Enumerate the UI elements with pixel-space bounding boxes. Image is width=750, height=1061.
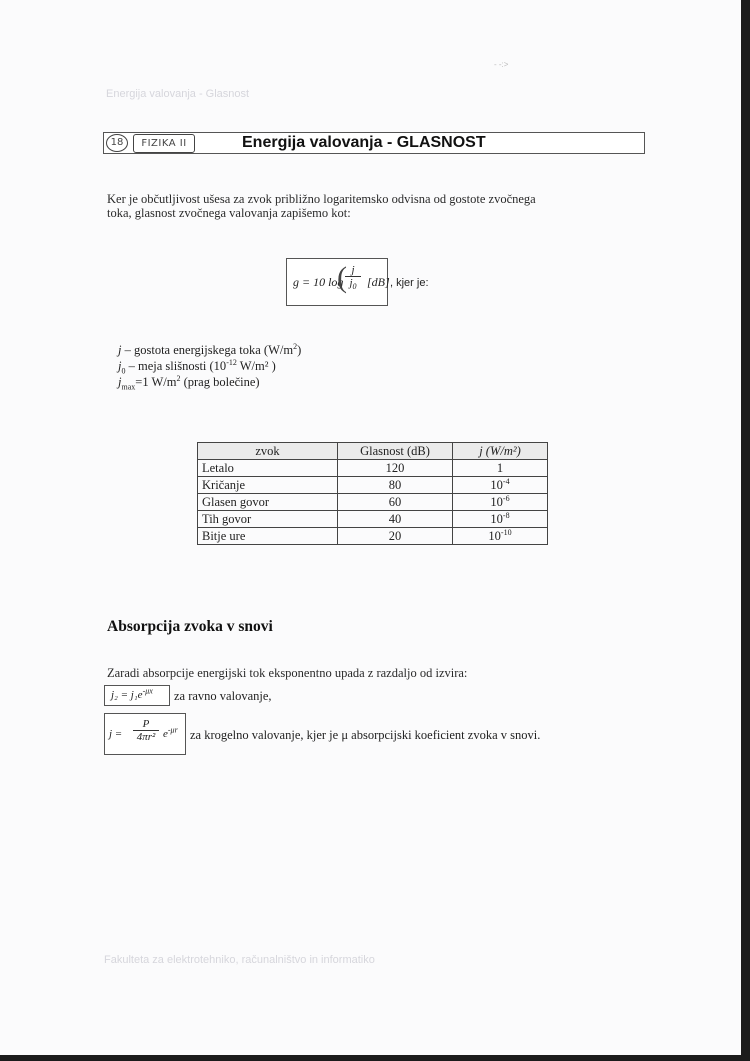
definition-j: j – gostota energijskega toka $(W/m^2)$ (118, 341, 302, 357)
handwritten-number: 18 (106, 134, 128, 152)
cell-db: 80 (338, 477, 453, 494)
cell-j: $10^{-10}$ (453, 528, 548, 545)
cell-j: $10^{-8}$ (453, 511, 548, 528)
formula-unit: [dB] (367, 275, 390, 289)
cell-zvok: Kričanje (198, 477, 338, 494)
cell-db: 60 (338, 494, 453, 511)
footer-text: Fakulteta za elektrotehniko, računalništvo in informatiko (104, 954, 375, 966)
corner-mark: - -:> (494, 60, 509, 69)
cell-zvok: Bitje ure (198, 528, 338, 545)
formula-numerator: j (345, 264, 361, 277)
loudness-formula (286, 258, 388, 306)
cell-zvok: Glasen govor (198, 494, 338, 511)
left-paren: ( (337, 261, 347, 294)
plane-wave-equation: $j_2 = j_1e^{-\mu x}$ (104, 685, 170, 706)
table-row (198, 460, 548, 477)
cell-j: $10^{-6}$ (453, 494, 548, 511)
definitions-list (118, 342, 301, 390)
spherical-wave-label: za krogelno valovanje, kjer je μ absorpcijski koeficient zvoka v snovi. (190, 728, 541, 742)
absorption-intro: Zaradi absorpcije energijski tok eksponentno upada z razdaljo od izvira: (107, 666, 468, 680)
table-row (198, 511, 548, 528)
intro-line-2: toka, glasnost zvočnega valovanja zapišemo kot: (107, 206, 351, 220)
cell-j: $10^{-4}$ (453, 477, 548, 494)
formula-denominator: $j_0$ (349, 277, 357, 292)
spherical-wave-equation: j = P 4πr² $e^{-\mu r}$ (104, 713, 186, 755)
table-row (198, 528, 548, 545)
definition-jmax: $j_{max}=1$ $W/m^2$ (prag bolečine) (118, 373, 260, 392)
header-j: j (W/m²) (453, 443, 548, 460)
intro-line-1: Ker je občutljivost ušesa za zvok približno logaritemsko odvisna od gostote zvočnega (107, 192, 536, 206)
running-title: Energija valovanja - Glasnost (106, 88, 250, 100)
cell-zvok: Letalo (198, 460, 338, 477)
header-zvok: zvok (198, 443, 338, 460)
section-heading: Absorpcija zvoka v snovi (107, 618, 273, 635)
cell-db: 20 (338, 528, 453, 545)
plane-wave-label: za ravno valovanje, (174, 689, 272, 703)
loudness-table (197, 442, 548, 545)
table-row (198, 494, 548, 511)
formula-fraction (345, 264, 361, 292)
cell-db: 120 (338, 460, 453, 477)
table-row (198, 477, 548, 494)
formula-lhs: g = 10 log (293, 275, 344, 289)
cell-db: 40 (338, 511, 453, 528)
table-header-row (198, 443, 548, 460)
header-glasnost: Glasnost (dB) (338, 443, 453, 460)
definition-j0: $j_0$ – meja slišnosti ($10^{-12}$ W/m² ) (118, 357, 276, 376)
cell-zvok: Tih govor (198, 511, 338, 528)
handwritten-tag: FIZIKA II (133, 134, 195, 153)
page-title: Energija valovanja - GLASNOST (242, 134, 486, 151)
formula-suffix: , kjer je: (390, 277, 429, 289)
cell-j: 1 (453, 460, 548, 477)
